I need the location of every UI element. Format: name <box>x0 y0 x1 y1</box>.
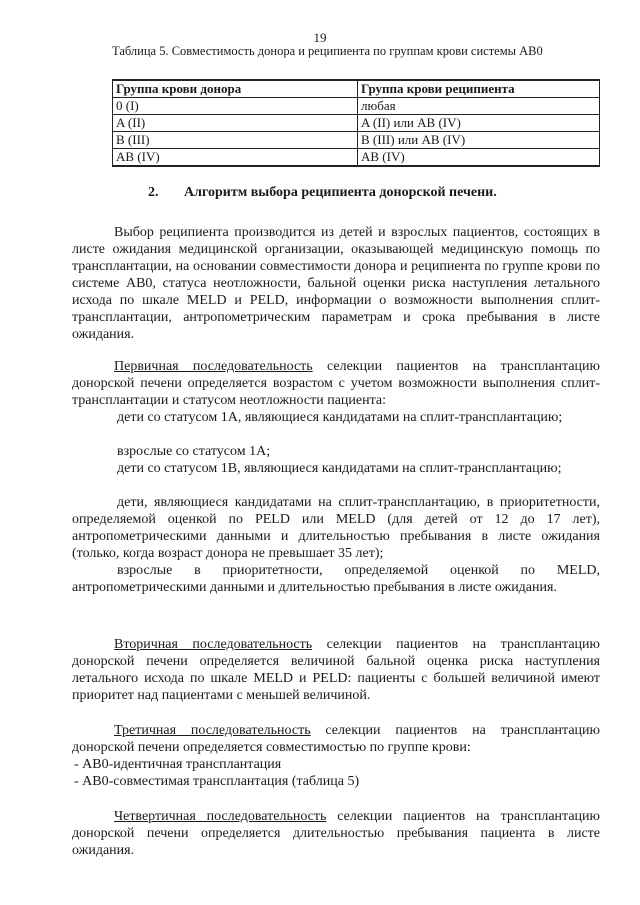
table-cell: A (II) или AB (IV) <box>358 115 600 132</box>
tertiary-paragraph <box>72 722 600 756</box>
tertiary-item-2: - АВ0-совместимая трансплантация (таблица 5) <box>74 774 360 789</box>
table-row <box>113 132 600 149</box>
table-cell: AB (IV) <box>358 149 600 167</box>
table-cell: AB (IV) <box>113 149 358 167</box>
table-header-row <box>113 80 600 98</box>
table-row <box>113 115 600 132</box>
primary-item-3: дети со статусом 1В, являющиеся кандидатами на сплит-трансплантацию; <box>117 461 562 476</box>
tertiary-item-1: - АВ0-идентичная трансплантация <box>74 757 282 772</box>
primary-text: селекции пациентов на трансплантацию донорской печени определяется возрастом с учетом возможности выполнения сплит-трансплантации и статусом неотложности пациента: <box>72 359 600 408</box>
primary-item-2: взрослые со статусом 1А; <box>117 444 271 459</box>
table-row <box>113 149 600 167</box>
quaternary-term: Четвертичная последовательность <box>114 809 327 824</box>
primary-paragraph <box>72 358 600 409</box>
section-number: 2. <box>148 185 159 200</box>
tertiary-term: Третичная последовательность <box>114 723 311 738</box>
column-header-recipient: Группа крови реципиента <box>358 80 600 98</box>
table-cell: A (II) <box>113 115 358 132</box>
table-cell: B (III) или AB (IV) <box>358 132 600 149</box>
table-row <box>113 98 600 115</box>
table-cell: любая <box>358 98 600 115</box>
column-header-donor: Группа крови донора <box>113 80 358 98</box>
quaternary-paragraph <box>72 808 600 859</box>
secondary-text: селекции пациентов на трансплантацию донорской печени определяется величиной бальной оценка риска наступления летального исхода по шкале MELD и PELD: пациенты с большей величиной имеют приоритет над пациентами с меньшей величиной. <box>72 637 600 703</box>
primary-term: Первичная последовательность <box>114 359 313 374</box>
section-title: Алгоритм выбора реципиента донорской печени. <box>184 185 497 200</box>
intro-paragraph: Выбор реципиента производится из детей и взрослых пациентов, состоящих в листе ожидания медицинской организации, оказывающей медицинскую помощь по трансплантации, на основании совместимости донора и реципиента по группе крови по системе АВ0, статуса неотложности, бальной оценки риска наступления летального исхода по шкале MELD и PELD, информации о возможности выполнения сплит-трансплантации, антропометрическим параметрам и срока пребывания в листе ожидания. <box>72 225 600 342</box>
blood-compatibility-table <box>112 79 600 167</box>
quaternary-text: селекции пациентов на трансплантацию донорской печени определяется длительностью пребывания пациента в листе ожидания. <box>72 809 600 858</box>
primary-item-1: дети со статусом 1А, являющиеся кандидатами на сплит-трансплантацию; <box>117 410 563 425</box>
table-caption: Таблица 5. Совместимость донора и реципиента по группам крови системы АВ0 <box>112 44 543 58</box>
secondary-paragraph <box>72 636 600 704</box>
table-cell: 0 (I) <box>113 98 358 115</box>
primary-item-5: взрослые в приоритетности, определяемой оценкой по MELD, антропометрическими данными и длительностью пребывания в листе ожидания. <box>72 563 600 595</box>
secondary-term: Вторичная последовательность <box>114 637 313 652</box>
primary-item-4: дети, являющиеся кандидатами на сплит-трансплантацию, в приоритетности, определяемой оценкой по PELD или MELD (для детей от 12 до 17 лет), антропометрическими данными и длительностью пребывания в листе ожидания (только, когда возраст донора не превышает 35 лет); <box>72 495 600 561</box>
table-cell: B (III) <box>113 132 358 149</box>
page-number: 19 <box>313 30 327 45</box>
section-heading <box>148 185 497 201</box>
tertiary-text: селекции пациентов на трансплантацию донорской печени определяется совместимостью по группе крови: <box>72 723 600 755</box>
